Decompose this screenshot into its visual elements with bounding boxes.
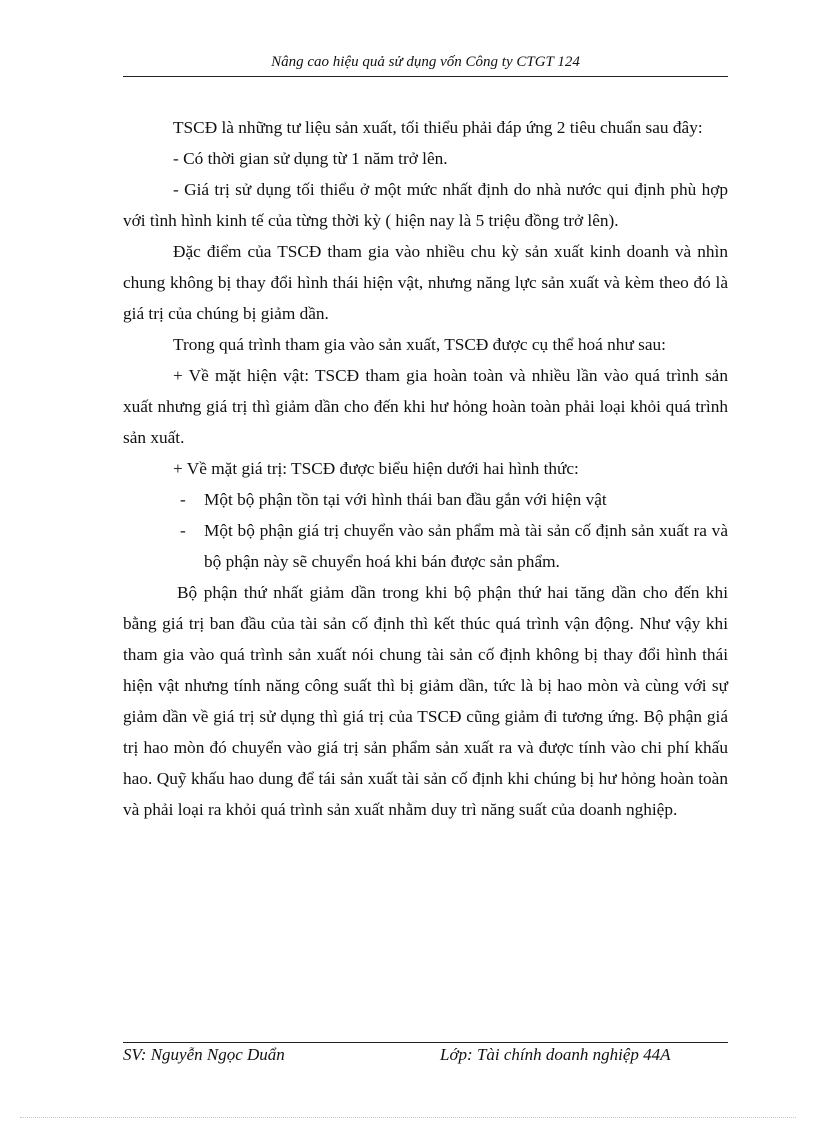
paragraph-process: Trong quá trình tham gia vào sản xuất, TSCĐ được cụ thể hoá như sau:: [173, 335, 666, 354]
header-divider: [123, 76, 728, 77]
paragraph-physical-aspect: + Về mặt hiện vật: TSCĐ tham gia hoàn toàn và nhiều lần vào quá trình sản xuất nhưng giá trị thì giảm dần cho đến khi hư hỏng hoàn toàn phải loại khỏi quá trình sản xuất.: [123, 366, 728, 447]
list-item: - Một bộ phận giá trị chuyển vào sản phẩm mà tài sản cố định sản xuất ra và bộ phận này sẽ chuyển hoá khi bán được sản phẩm.: [180, 521, 728, 571]
criterion-duration: - Có thời gian sử dụng từ 1 năm trở lên.: [173, 149, 448, 168]
paragraph-characteristics: Đặc điểm của TSCĐ tham gia vào nhiều chu kỳ sản xuất kinh doanh và nhìn chung không bị thay đổi hình thái hiện vật, nhưng năng lực sản xuất và kèm theo đó là giá trị của chúng bị giảm dần.: [123, 242, 728, 323]
document-body: [123, 112, 728, 825]
page-bottom-border: [20, 1117, 796, 1118]
page-header-title: Nâng cao hiệu quả sử dụng vốn Công ty CTGT 124: [271, 54, 580, 70]
footer-divider: [123, 1042, 728, 1043]
footer-student-name: SV: Nguyễn Ngọc Duẩn: [123, 1045, 285, 1064]
paragraph-tscd-definition: TSCĐ là những tư liệu sản xuất, tối thiểu phải đáp ứng 2 tiêu chuẩn sau đây:: [173, 118, 703, 137]
list-item-text: Một bộ phận giá trị chuyển vào sản phẩm mà tài sản cố định sản xuất ra và bộ phận này sẽ chuyển hoá khi bán được sản phẩm.: [204, 521, 728, 571]
list-item-text: Một bộ phận tồn tại với hình thái ban đầu gắn với hiện vật: [204, 490, 607, 509]
paragraph-value-aspect: + Về mặt giá trị: TSCĐ được biểu hiện dưới hai hình thức:: [173, 459, 579, 478]
criterion-value: - Giá trị sử dụng tối thiểu ở một mức nhất định do nhà nước qui định phù hợp với tình hình kinh tế của từng thời kỳ ( hiện nay là 5 triệu đồng trở lên).: [123, 180, 728, 230]
paragraph-depreciation: Bộ phận thứ nhất giảm dần trong khi bộ phận thứ hai tăng dần cho đến khi bằng giá trị ban đầu của tài sản cố định thì kết thúc quá trình vận động. Như vậy khi tham gia vào quá trình sản xuất nói chung tài sản cố định không bị thay đổi hình thái hiện vật nhưng tính năng công suất thì bị giảm dần, tức là bị hao mòn và cùng với sự giảm dần về giá trị sử dụng thì giá trị của TSCĐ cũng giảm đi tương ứng. Bộ phận giá trị hao mòn đó chuyển vào giá trị sản phẩm sản xuất ra và được tính vào chi phí khấu hao. Quỹ khấu hao dung để tái sản xuất tài sản cố định khi chúng bị hư hỏng hoàn toàn và phải loại ra khỏi quá trình sản xuất nhằm duy trì năng suất của doanh nghiệp.: [123, 583, 728, 819]
footer-class-name: Lớp: Tài chính doanh nghiệp 44A: [440, 1045, 671, 1064]
list-item: - Một bộ phận tồn tại với hình thái ban đầu gắn với hiện vật: [180, 490, 607, 509]
